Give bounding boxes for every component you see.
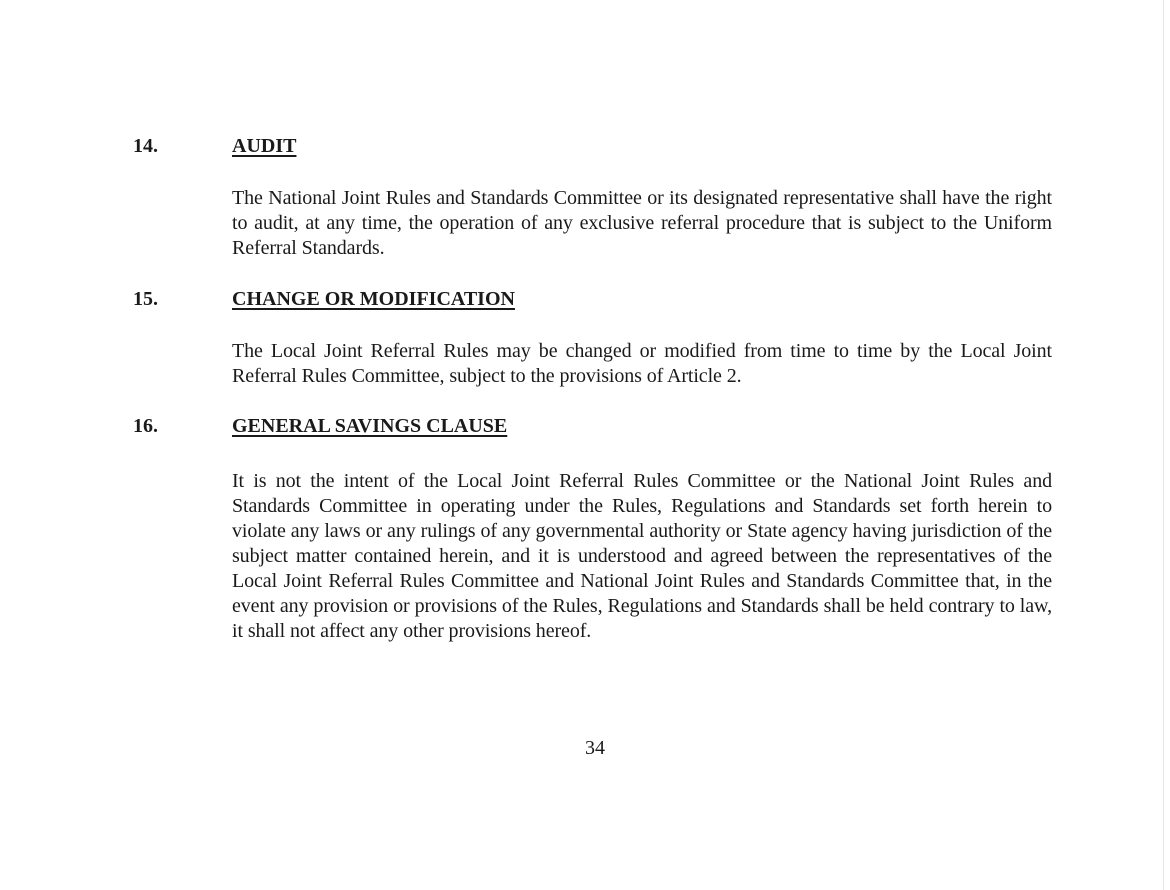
section-number: 16. xyxy=(133,415,158,437)
section-paragraph: The Local Joint Referral Rules may be changed or modified from time to time by the Local Joint Referral Rules Committee, subject to the provisions of Article 2. xyxy=(232,340,1052,387)
section-heading: GENERAL SAVINGS CLAUSE xyxy=(232,415,508,437)
section-paragraph: It is not the intent of the Local Joint Referral Rules Committee or the National Joint Rules and Standards Committee in operating under the Rules, Regulations and Standards set forth herein to violate any laws or any rulings of any governmental authority or State agency having jurisdiction of the subject matter contained herein, and it is understood and agreed between the representatives of the Local Joint Referral Rules Committee and National Joint Rules and Standards Committee that, in the event any provision or provisions of the Rules, Regulations and Standards shall be held contrary to law, it shall not affect any other provisions hereof. xyxy=(232,470,1052,642)
section-heading: CHANGE OR MODIFICATION xyxy=(232,288,515,310)
page-number: 34 xyxy=(585,737,605,759)
section-heading: AUDIT xyxy=(232,135,297,157)
section-number: 14. xyxy=(133,135,158,157)
section-paragraph: The National Joint Rules and Standards Committee or its designated representative shall have the right to audit, at any time, the operation of any exclusive referral procedure that is subject to the Uniform Referral Standards. xyxy=(232,187,1052,259)
section-number: 15. xyxy=(133,288,158,310)
